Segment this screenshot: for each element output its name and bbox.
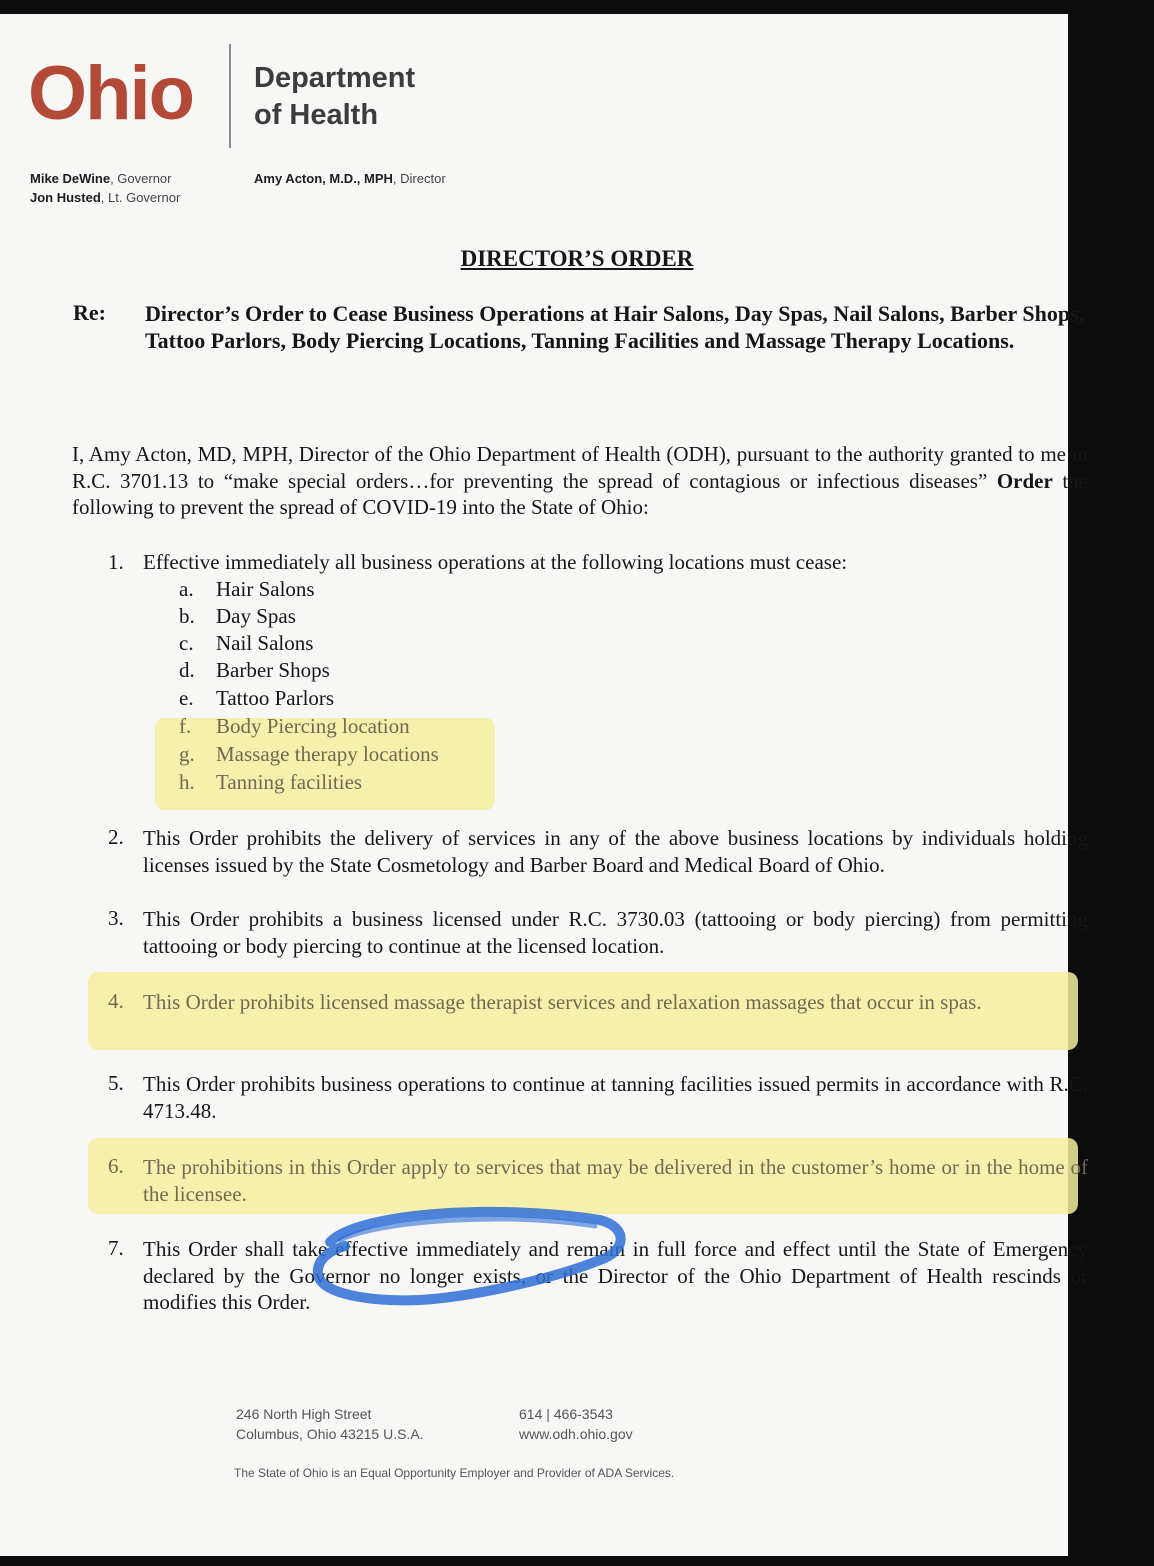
governor-title: , Governor [110, 171, 172, 186]
item-number: 7. [108, 1236, 124, 1260]
item-5-text: This Order prohibits business operations to continue at tanning facilities issued permits in accordance with R.C. 4713.48. [143, 1072, 1088, 1123]
governor-block [30, 169, 180, 207]
blue-marker-circle [300, 1202, 640, 1322]
item-2-text: This Order prohibits the delivery of services in any of the above business locations by individuals holding licenses issued by the State Cosmetology and Barber Board and Medical Board of Ohio. [143, 826, 1088, 877]
sub-item-text: Body Piercing location [216, 714, 410, 738]
director-block [254, 169, 446, 188]
footer-city: Columbus, Ohio 43215 U.S.A. [236, 1426, 424, 1442]
footer-street: 246 North High Street [236, 1406, 372, 1422]
item-number: 4. [108, 989, 124, 1013]
director-title: , Director [392, 171, 446, 186]
dept-line-2: of Health [254, 99, 379, 131]
re-subject: Director’s Order to Cease Business Operations at Hair Salons, Day Spas, Nail Salons, Barber Shops, Tattoo Parlors, Body Piercing Locations, Tanning Facilities and Massage Therapy Locations. [145, 301, 1085, 353]
director-name: Amy Acton, M.D., MPH [254, 171, 393, 186]
department-name [254, 60, 415, 134]
lt-governor-title: , Lt. Governor [100, 190, 181, 205]
intro-text-1: I, Amy Acton, MD, MPH, Director of the Ohio Department of Health (ODH), pursuant to the authority granted to me in R.C. 3701.13 to “make special orders…for preventing the spread of contagious or infectious diseases” [72, 442, 1088, 493]
dept-line-1: Department [254, 62, 416, 94]
order-title: DIRECTOR’S ORDER [460, 246, 694, 271]
footer-eeo-statement: The State of Ohio is an Equal Opportunity Employer and Provider of ADA Services. [234, 1466, 675, 1480]
sub-item-letter: c. [179, 631, 194, 655]
footer-website[interactable]: www.odh.ohio.gov [519, 1426, 633, 1442]
document-page [0, 14, 1088, 1556]
sub-item-text: Nail Salons [216, 631, 314, 655]
footer-contact [519, 1404, 633, 1444]
footer-address [236, 1404, 424, 1444]
intro-text-2: the following to prevent the spread of COVID-19 into the State of Ohio: [72, 468, 1088, 519]
item-1-text: Effective immediately all business operations at the following locations must cease: [143, 550, 848, 574]
sub-item-letter: g. [179, 742, 195, 766]
lt-governor-name: Jon Husted [30, 190, 101, 205]
intro-order-word: Order [996, 468, 1053, 493]
sub-item-letter: e. [179, 686, 194, 710]
item-4-text: This Order prohibits licensed massage therapist services and relaxation massages that occur in spas. [143, 990, 982, 1014]
item-number: 1. [108, 550, 124, 574]
sub-item-text: Massage therapy locations [216, 742, 439, 766]
sub-item-text: Tanning facilities [216, 770, 363, 794]
sub-item-letter: f. [179, 714, 192, 738]
sub-item-letter: a. [179, 577, 194, 601]
intro-paragraph [72, 441, 1088, 521]
item-number: 6. [108, 1154, 124, 1178]
sub-item-text: Day Spas [216, 604, 296, 628]
governor-name: Mike DeWine [30, 171, 111, 186]
sub-item-text: Hair Salons [216, 577, 315, 601]
logo-divider [229, 44, 231, 148]
item-7-text: This Order shall take effective immediately and remain in full force and effect until the State of Emergency declared by the Governor no longer exists, or the Director of the Ohio Department of Health rescinds or modifies this Order. [143, 1237, 1088, 1314]
sub-item-text: Barber Shops [216, 658, 330, 682]
item-6-text: The prohibitions in this Order apply to services that may be delivered in the customer’s home or in the home of the licensee. [143, 1155, 1088, 1206]
re-label: Re: [73, 300, 106, 325]
ohio-logo: Ohio [28, 51, 194, 136]
footer-phone: 614 | 466-3543 [519, 1406, 613, 1422]
sub-item-letter: b. [179, 604, 195, 628]
item-3-text: This Order prohibits a business licensed under R.C. 3730.03 (tattooing or body piercing) from permitting tattooing or body piercing to continue at the licensed location. [143, 907, 1088, 958]
sub-item-letter: h. [179, 770, 195, 794]
sub-item-text: Tattoo Parlors [216, 686, 335, 710]
sub-item-letter: d. [179, 658, 195, 682]
item-number: 2. [108, 825, 124, 849]
item-number: 5. [108, 1071, 124, 1095]
item-number: 3. [108, 906, 124, 930]
